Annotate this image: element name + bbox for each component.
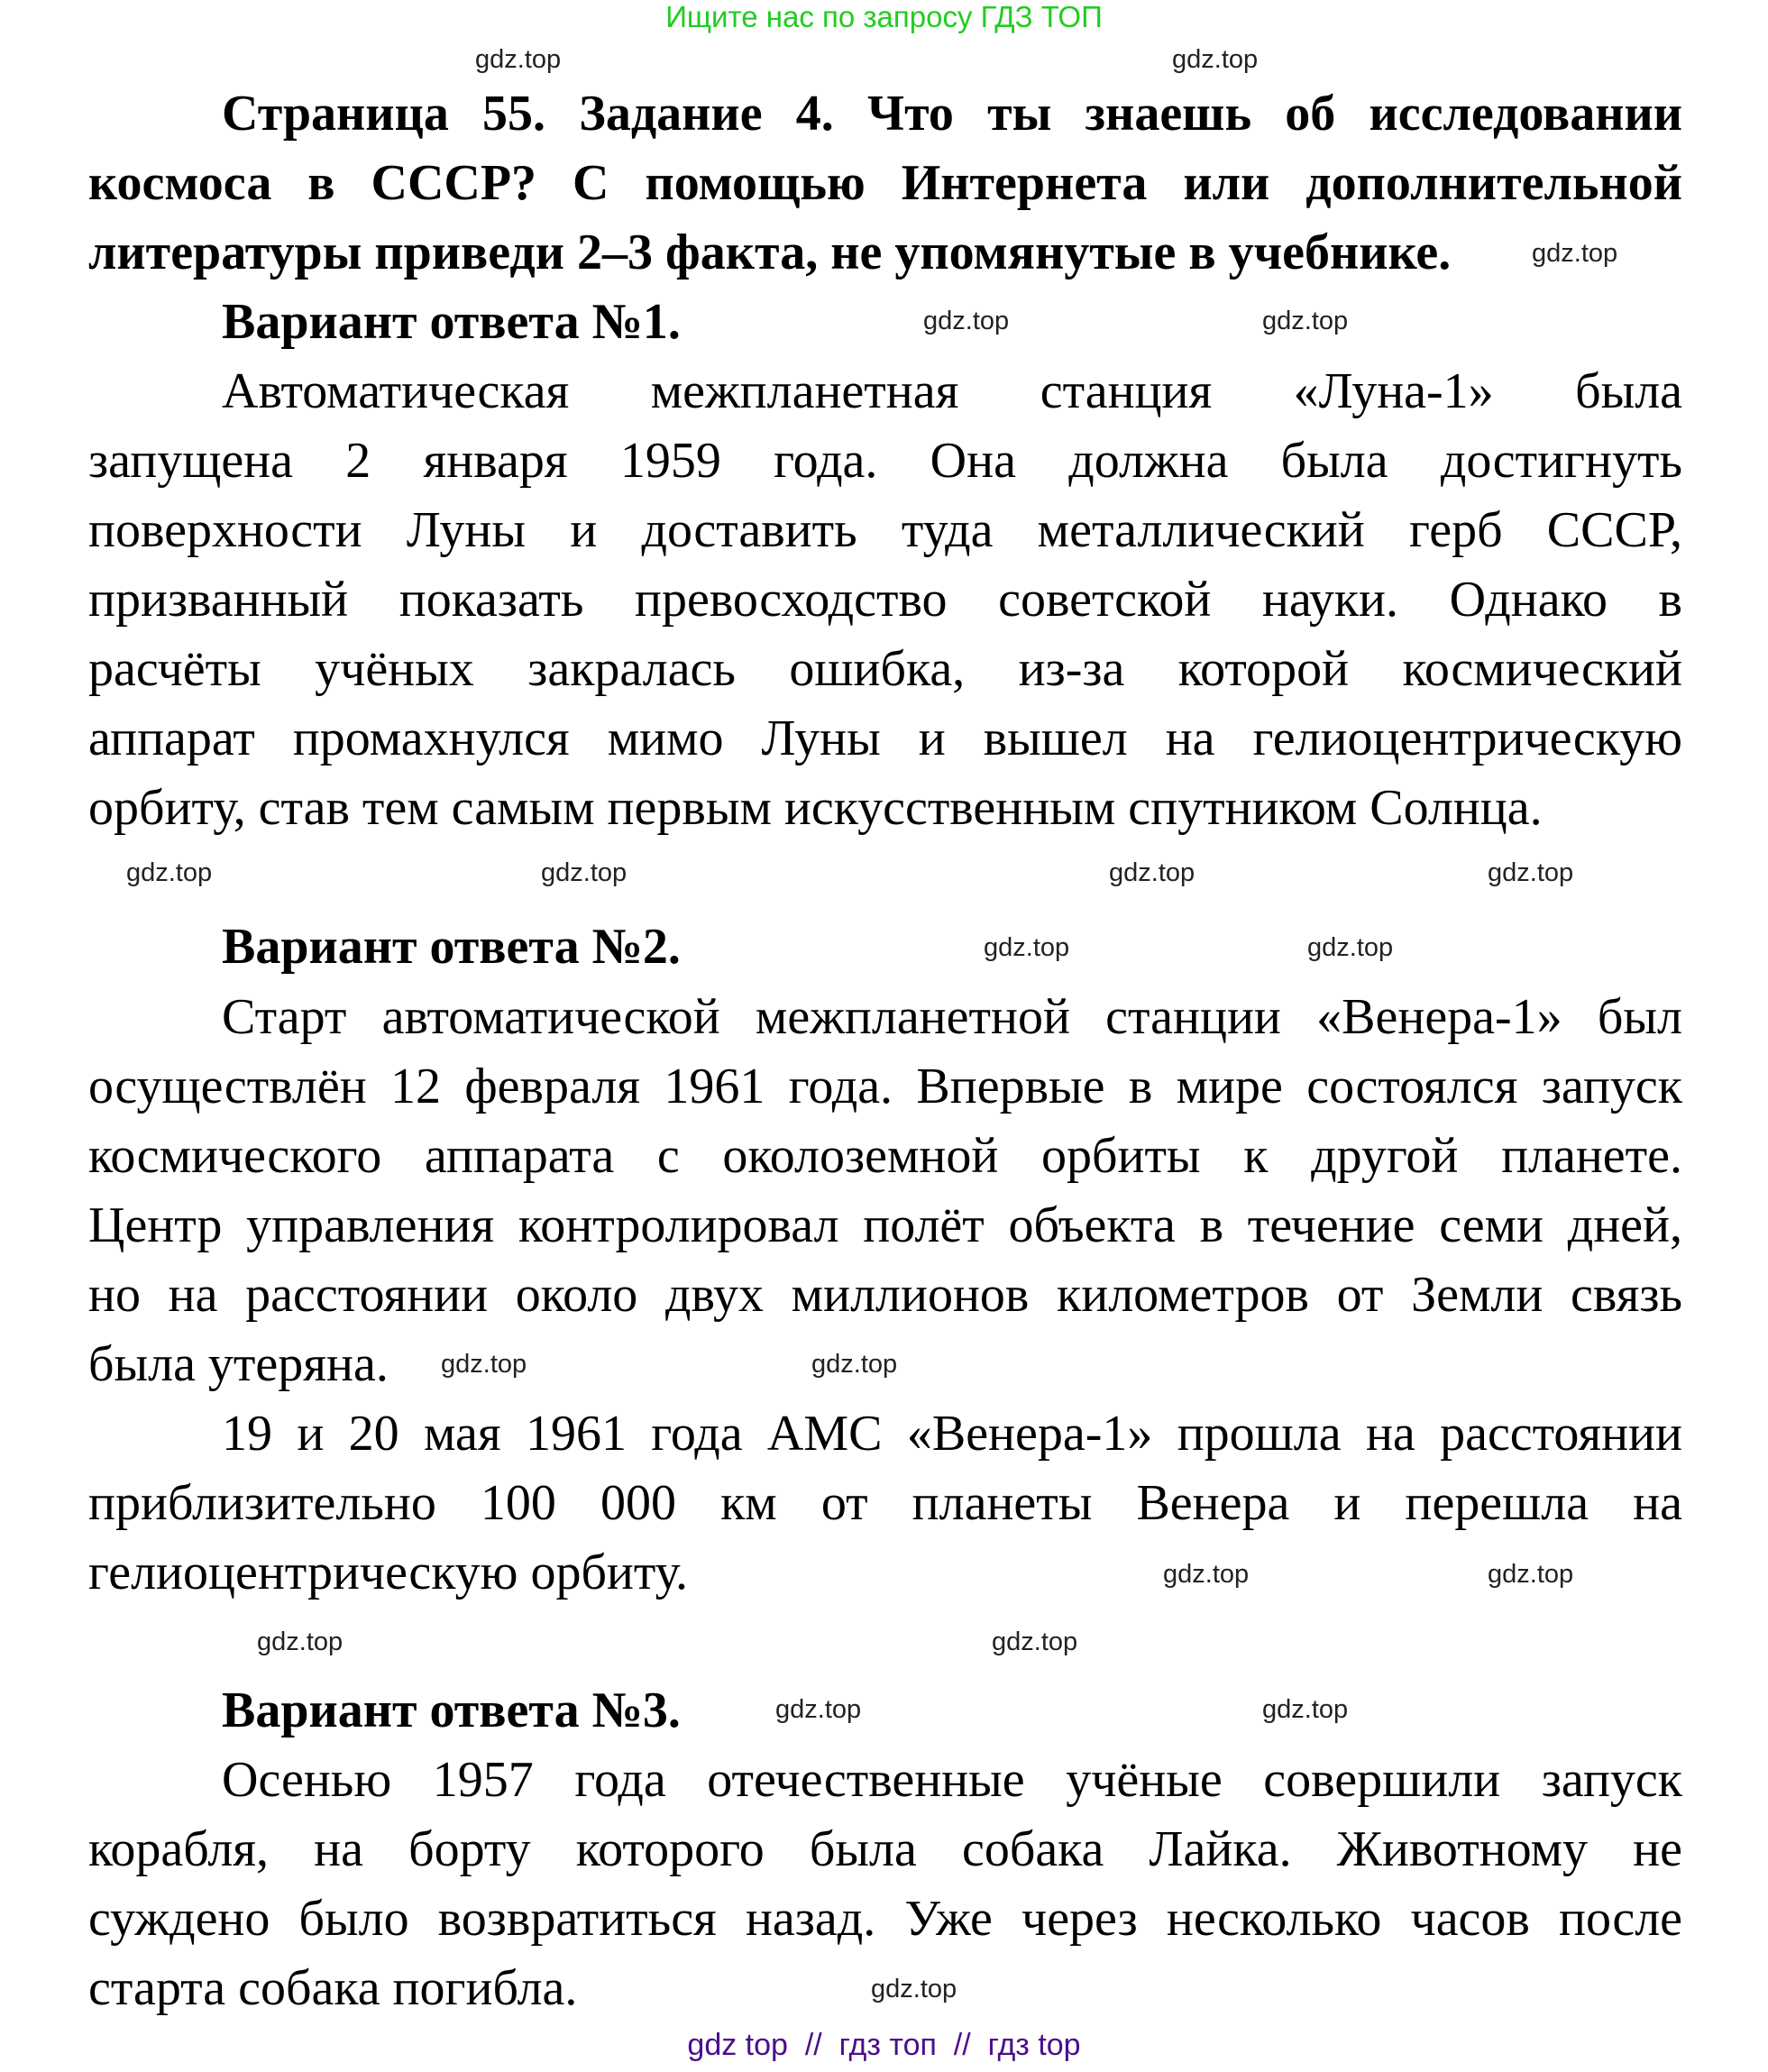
watermark: gdz.top — [1109, 858, 1195, 887]
watermark: gdz.top — [1488, 1560, 1574, 1589]
watermark: gdz.top — [992, 1627, 1078, 1656]
text-line: расчёты учёных закралась ошибка, из-за которой космический — [88, 641, 1682, 697]
watermark: gdz.top — [984, 933, 1070, 962]
watermark: gdz.top — [441, 1350, 527, 1379]
text-line: Центр управления контролировал полёт объекта в течение семи дней, — [88, 1197, 1682, 1253]
watermark: gdz.top — [775, 1695, 862, 1724]
watermark: gdz.top — [871, 1975, 957, 2003]
watermark: gdz.top — [1532, 239, 1618, 268]
task-title — [88, 79, 1682, 288]
text-line: суждено было возвратиться назад. Уже через несколько часов после — [88, 1891, 1682, 1947]
variant-2-text-2 — [88, 1399, 1682, 1608]
text-line: поверхности Луны и доставить туда металлический герб СССР, — [88, 502, 1682, 558]
text-line: старта собака погибла. — [88, 1960, 578, 2016]
watermark: gdz.top — [1172, 45, 1259, 74]
text-line: осуществлён 12 февраля 1961 года. Впервые в мире состоялся запуск — [88, 1059, 1682, 1114]
search-banner: Ищите нас по запросу ГДЗ ТОП — [665, 0, 1103, 33]
watermark: gdz.top — [475, 45, 562, 74]
watermark: gdz.top — [923, 307, 1010, 335]
watermark: gdz.top — [257, 1627, 344, 1656]
variant-1-heading: Вариант ответа №1. — [222, 294, 681, 350]
variant-1-text — [88, 357, 1682, 843]
watermark: gdz.top — [811, 1350, 898, 1379]
text-line: Автоматическая межпланетная станция «Луна-1» была — [222, 363, 1682, 419]
watermark: gdz.top — [1488, 858, 1574, 887]
text-line: была утеряна. — [88, 1336, 389, 1392]
text-line: литературы приведи 2–3 факта, не упомянутые в учебнике. — [88, 225, 1452, 280]
text-line: космоса в СССР? С помощью Интернета или дополнительной — [88, 155, 1682, 211]
watermark: gdz.top — [1163, 1560, 1250, 1589]
text-line: гелиоцентрическую орбиту. — [88, 1545, 689, 1600]
text-line: аппарат промахнулся мимо Луны и вышел на гелиоцентрическую — [88, 711, 1682, 766]
watermark: gdz.top — [126, 858, 213, 887]
text-line: запущена 2 января 1959 года. Она должна была достигнуть — [88, 433, 1682, 489]
text-line: орбиту, став тем самым первым искусственным спутником Солнца. — [88, 780, 1543, 836]
text-line: призванный показать превосходство советской науки. Однако в — [88, 572, 1682, 628]
variant-3-heading: Вариант ответа №3. — [222, 1682, 681, 1738]
text-line: 19 и 20 мая 1961 года АМС «Венера-1» прошла на расстоянии — [222, 1406, 1682, 1462]
variant-2-text — [88, 983, 1682, 1399]
text-line: Старт автоматической межпланетной станции «Венера-1» был — [222, 989, 1682, 1045]
text-line: но на расстоянии около двух миллионов километров от Земли связь — [88, 1267, 1682, 1323]
watermark: gdz.top — [1307, 933, 1394, 962]
text-line: корабля, на борту которого была собака Лайка. Животному не — [88, 1821, 1682, 1877]
text-line: космического аппарата с околоземной орбиты к другой планете. — [88, 1128, 1682, 1184]
footer-links: gdz top // гдз топ // гдз top — [687, 2028, 1081, 2062]
watermark: gdz.top — [1262, 1695, 1349, 1724]
text-line: Страница 55. Задание 4. Что ты знаешь об исследовании — [222, 86, 1682, 142]
text-line: Осенью 1957 года отечественные учёные совершили запуск — [222, 1752, 1682, 1808]
watermark: gdz.top — [541, 858, 628, 887]
watermark: gdz.top — [1262, 307, 1349, 335]
variant-2-heading: Вариант ответа №2. — [222, 919, 681, 975]
text-line: приблизительно 100 000 км от планеты Венера и перешла на — [88, 1475, 1682, 1531]
